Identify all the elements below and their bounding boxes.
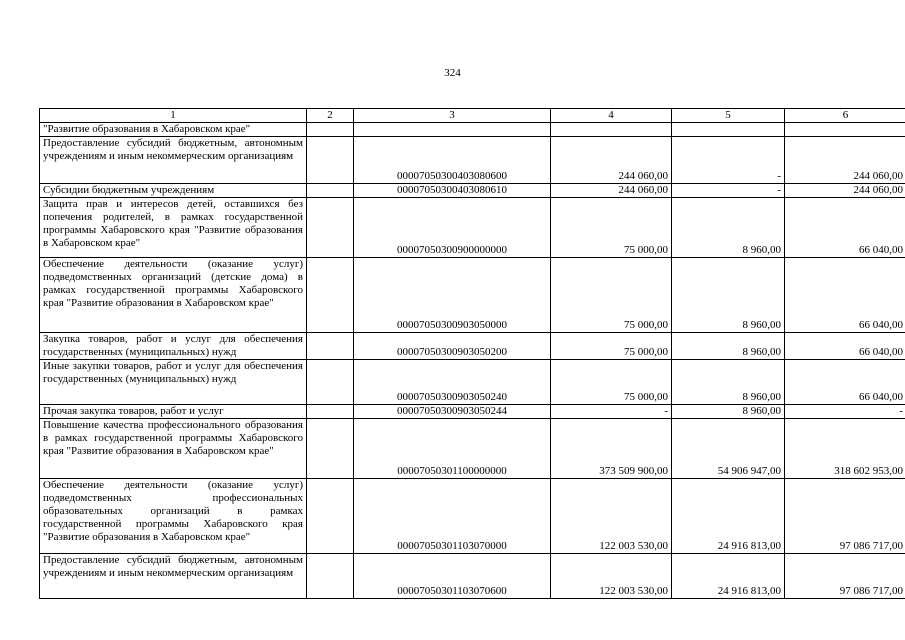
row-col2-cell [307,405,354,419]
row-name-cell: Обеспечение деятельности (оказание услуг) подведомственных профессиональных образовательных организаций в рамках государственной программы Хабаровского края "Развитие образования в Хабаровском крае" [40,479,307,554]
table-row [40,198,905,258]
row-amount-plan-cell: 122 003 530,00 [551,554,672,599]
table-row [40,419,905,479]
row-amount-remaining-cell: 66 040,00 [785,198,905,258]
table-row [40,123,905,137]
column-header: 1 [40,109,307,123]
row-col2-cell [307,137,354,184]
page-number: 324 [444,67,461,79]
row-col2-cell [307,123,354,137]
row-name-cell: Прочая закупка товаров, работ и услуг [40,405,307,419]
row-col2-cell [307,419,354,479]
row-amount-executed-cell: 8 960,00 [672,333,785,360]
row-amount-executed-cell: 8 960,00 [672,258,785,333]
table-row [40,184,905,198]
row-code-cell: 00007050300403080600 [354,137,551,184]
row-col2-cell [307,360,354,405]
row-col2-cell [307,184,354,198]
row-code-cell: 00007050300900000000 [354,198,551,258]
row-code-cell [354,123,551,137]
row-code-cell: 00007050300903050000 [354,258,551,333]
row-amount-plan-cell: 75 000,00 [551,360,672,405]
row-col2-cell [307,333,354,360]
row-amount-executed-cell: 8 960,00 [672,360,785,405]
row-amount-remaining-cell: 97 086 717,00 [785,554,905,599]
row-code-cell: 00007050301103070600 [354,554,551,599]
row-code-cell: 00007050300403080610 [354,184,551,198]
row-amount-plan-cell: 75 000,00 [551,198,672,258]
table-row [40,360,905,405]
row-name-cell: "Развитие образования в Хабаровском крае" [40,123,307,137]
row-code-cell: 00007050301103070000 [354,479,551,554]
table-row [40,258,905,333]
row-name-cell: Предоставление субсидий бюджетным, автономным учреждениям и иным некоммерческим организациям [40,137,307,184]
column-header: 3 [354,109,551,123]
row-name-cell: Субсидии бюджетным учреждениям [40,184,307,198]
row-amount-plan-cell: 244 060,00 [551,137,672,184]
row-name-cell: Повышение качества профессионального образования в рамках государственной программы Хабаровского края "Развитие образования в Хабаровском крае" [40,419,307,479]
column-header: 4 [551,109,672,123]
row-amount-remaining-cell: 66 040,00 [785,360,905,405]
row-amount-plan-cell: 75 000,00 [551,258,672,333]
row-amount-executed-cell: - [672,184,785,198]
row-amount-remaining-cell: 318 602 953,00 [785,419,905,479]
row-code-cell: 00007050300903050244 [354,405,551,419]
column-header: 2 [307,109,354,123]
row-code-cell: 00007050300903050240 [354,360,551,405]
table-header-row [40,109,905,123]
row-amount-plan-cell: 75 000,00 [551,333,672,360]
row-amount-executed-cell [672,123,785,137]
row-col2-cell [307,258,354,333]
row-code-cell: 00007050300903050200 [354,333,551,360]
row-amount-plan-cell: 373 509 900,00 [551,419,672,479]
row-amount-remaining-cell: 66 040,00 [785,333,905,360]
row-col2-cell [307,479,354,554]
row-amount-executed-cell: 24 916 813,00 [672,479,785,554]
column-header: 6 [785,109,905,123]
row-amount-executed-cell: - [672,137,785,184]
row-name-cell: Обеспечение деятельности (оказание услуг) подведомственных организаций (детские дома) в рамках государственной программы Хабаровского края "Развитие образования в Хабаровском крае" [40,258,307,333]
row-amount-executed-cell: 24 916 813,00 [672,554,785,599]
row-amount-plan-cell: - [551,405,672,419]
row-name-cell: Предоставление субсидий бюджетным, автономным учреждениям и иным некоммерческим организациям [40,554,307,599]
row-name-cell: Иные закупки товаров, работ и услуг для обеспечения государственных (муниципальных) нужд [40,360,307,405]
row-amount-remaining-cell: 97 086 717,00 [785,479,905,554]
row-col2-cell [307,554,354,599]
row-amount-executed-cell: 8 960,00 [672,198,785,258]
row-amount-remaining-cell: 66 040,00 [785,258,905,333]
table-row [40,137,905,184]
row-amount-plan-cell: 244 060,00 [551,184,672,198]
row-amount-plan-cell: 122 003 530,00 [551,479,672,554]
row-col2-cell [307,198,354,258]
table-row [40,479,905,554]
row-amount-remaining-cell [785,123,905,137]
row-amount-remaining-cell: - [785,405,905,419]
row-name-cell: Защита прав и интересов детей, оставшихся без попечения родителей, в рамках государственной программы Хабаровского края "Развитие образования в Хабаровском крае" [40,198,307,258]
row-amount-remaining-cell: 244 060,00 [785,137,905,184]
row-amount-remaining-cell: 244 060,00 [785,184,905,198]
row-amount-plan-cell [551,123,672,137]
row-amount-executed-cell: 54 906 947,00 [672,419,785,479]
row-name-cell: Закупка товаров, работ и услуг для обеспечения государственных (муниципальных) нужд [40,333,307,360]
column-header: 5 [672,109,785,123]
table-row [40,333,905,360]
budget-table [39,108,905,599]
table-row [40,405,905,419]
table-row [40,554,905,599]
row-amount-executed-cell: 8 960,00 [672,405,785,419]
row-code-cell: 00007050301100000000 [354,419,551,479]
